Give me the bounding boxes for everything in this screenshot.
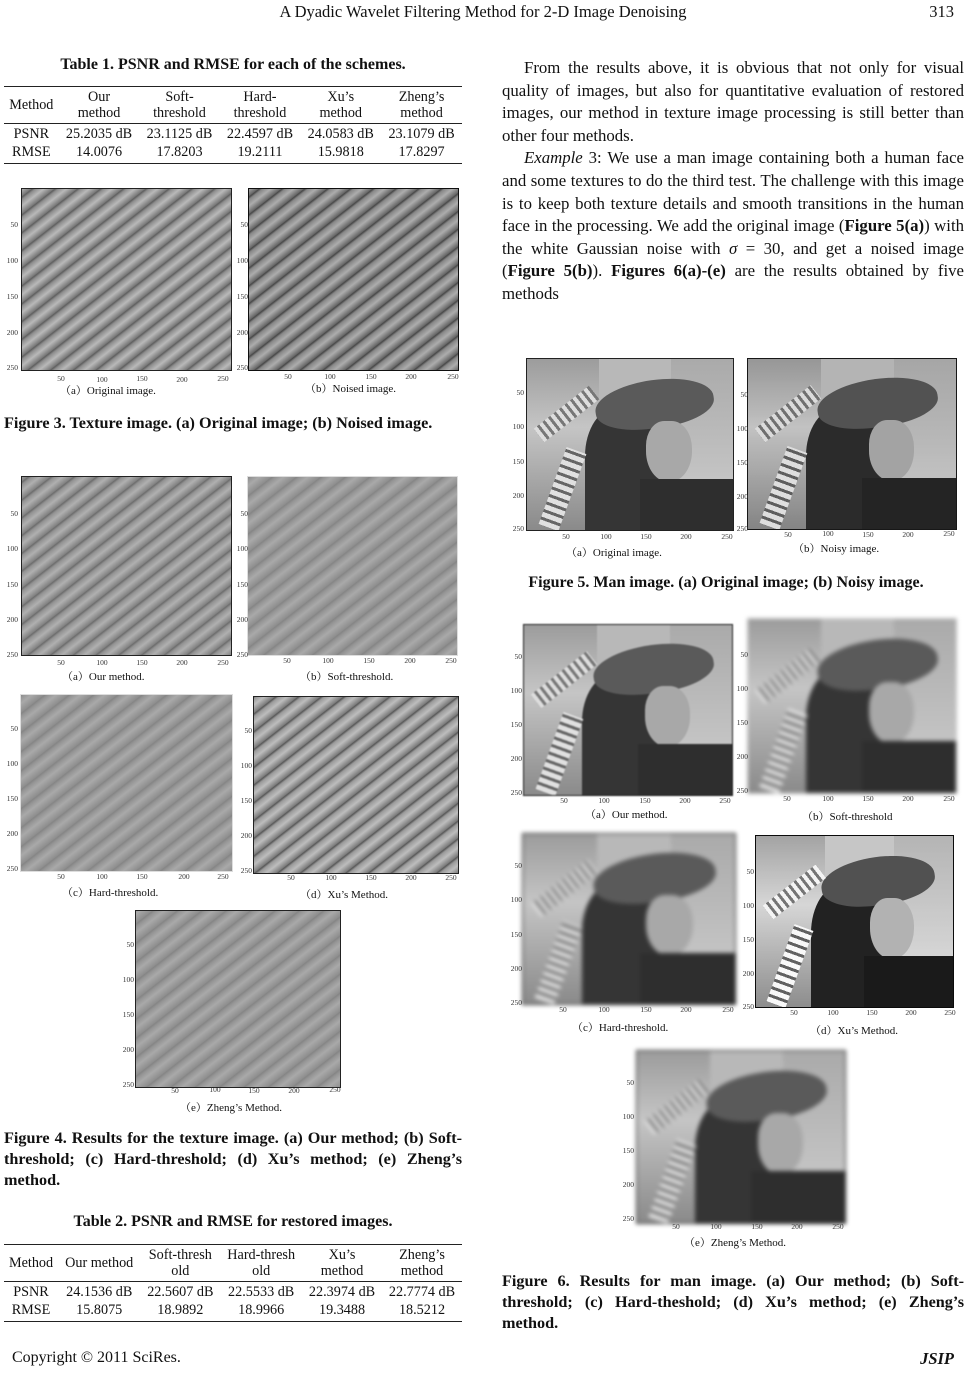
- figure4-caption: Figure 4. Results for the texture image. (a) Our method; (b) Soft-threshold; (c) Hard-threshold; (d) Xu’s method; (e) Zheng’s method.: [4, 1129, 462, 1189]
- x-tick: 150: [640, 1005, 652, 1014]
- row-label: PSNR: [13, 126, 50, 142]
- x-tick: 250: [329, 1085, 341, 1094]
- y-tick: 100: [736, 684, 748, 693]
- y-tick: 200: [6, 615, 18, 624]
- x-tick: 150: [862, 794, 874, 803]
- cell: 19.3488: [302, 1300, 382, 1322]
- y-tick: 100: [512, 422, 524, 431]
- x-tick: 100: [324, 372, 336, 381]
- y-tick: 100: [122, 975, 134, 984]
- cell: 22.4597 dB: [226, 126, 294, 142]
- table2-header: Soft-thresh old: [140, 1245, 220, 1282]
- x-tick: 50: [171, 1086, 179, 1095]
- y-tick: 200: [236, 615, 248, 624]
- figure6-c-image: [522, 833, 736, 1005]
- y-tick: 100: [6, 256, 18, 265]
- figure3-b-image: [248, 188, 459, 371]
- y-tick: 50: [10, 724, 18, 733]
- y-tick: 150: [736, 458, 748, 467]
- y-tick: 150: [622, 1146, 634, 1155]
- figure4-e-label: （e）Zheng’s Method.: [180, 1102, 283, 1114]
- y-tick: 150: [510, 720, 522, 729]
- footer-copyright: Copyright © 2011 SciRes.: [12, 1349, 181, 1366]
- x-tick: 250: [944, 1008, 956, 1017]
- y-tick: 150: [510, 930, 522, 939]
- y-tick: 150: [236, 580, 248, 589]
- figure4-c-image: [20, 694, 233, 872]
- y-tick: 150: [6, 794, 18, 803]
- x-tick: 150: [640, 532, 652, 541]
- figure3-caption: Figure 3. Texture image. (a) Original image; (b) Noised image.: [4, 414, 433, 432]
- cell: 15.8075: [58, 1300, 140, 1322]
- cell: 19.2111: [220, 142, 301, 164]
- y-tick: 50: [240, 509, 248, 518]
- table-row: [4, 124, 462, 143]
- y-tick: 100: [736, 424, 748, 433]
- x-tick: 200: [405, 372, 417, 381]
- y-tick: 200: [622, 1180, 634, 1189]
- y-tick: 200: [6, 328, 18, 337]
- x-tick: 150: [365, 372, 377, 381]
- figure4-b-label: （b）Soft-threshold.: [300, 671, 394, 683]
- figure6-a-image: [523, 624, 733, 796]
- table-row: [4, 142, 462, 164]
- x-tick: 150: [751, 1222, 763, 1231]
- y-tick: 250: [742, 1002, 754, 1011]
- y-tick: 200: [122, 1045, 134, 1054]
- table1-header: Hard- threshold: [220, 87, 301, 124]
- cell: 18.5212: [382, 1300, 462, 1322]
- cell: 18.9892: [140, 1300, 220, 1322]
- x-tick: 100: [710, 1222, 722, 1231]
- x-tick: 200: [176, 658, 188, 667]
- y-tick: 50: [740, 650, 748, 659]
- cell: 23.1079 dB: [388, 126, 455, 142]
- figure5-b-image: [747, 358, 957, 530]
- y-tick: 50: [740, 390, 748, 399]
- y-tick: 250: [510, 788, 522, 797]
- figure6-d-image: [755, 835, 954, 1008]
- cell: 17.8297: [381, 142, 462, 164]
- x-tick: 200: [405, 873, 417, 882]
- x-tick: 150: [363, 656, 375, 665]
- figure6-b-image: [747, 618, 957, 794]
- figure6-caption: Figure 6. Results for man image. (a) Our method; (b) Soft-threshold; (c) Hard-theshold; (d) Xu’s method; (e) Zheng’s method.: [502, 1272, 964, 1332]
- table2: [4, 1244, 462, 1322]
- table-row: [4, 1282, 462, 1301]
- paragraph-2: Example 3: We use a man image containing both a human face and some textures to do the third test. The challenge with this image is to keep both texture details and smooth transitions in the human face in the processing. We add the original image (Figure 5(a)) with the white Gaussian noise with σ = 30, and get a noised image (Figure 5(b)). Figures 6(a)-(e) are the results obtained by five methods: [502, 148, 964, 303]
- y-tick: 50: [514, 861, 522, 870]
- y-tick: 200: [6, 829, 18, 838]
- y-tick: 100: [6, 759, 18, 768]
- y-tick: 250: [6, 363, 18, 372]
- y-tick: 250: [736, 524, 748, 533]
- y-tick: 150: [736, 718, 748, 727]
- figure3: [0, 186, 470, 396]
- figure6-a-label: （a）Our method.: [585, 809, 668, 821]
- y-tick: 100: [236, 256, 248, 265]
- cell: 22.7774 dB: [388, 1284, 456, 1300]
- x-tick: 250: [445, 656, 457, 665]
- figure4-d-label: （d）Xu’s Method.: [300, 889, 388, 901]
- x-tick: 200: [176, 375, 188, 384]
- y-tick: 200: [736, 492, 748, 501]
- y-tick: 200: [512, 491, 524, 500]
- figure5-b-label: （b）Noisy image.: [793, 543, 880, 555]
- x-tick: 50: [562, 532, 570, 541]
- x-tick: 50: [287, 873, 295, 882]
- y-tick: 100: [240, 761, 252, 770]
- row-label: RMSE: [4, 142, 59, 164]
- x-tick: 250: [721, 532, 733, 541]
- running-header-title: A Dyadic Wavelet Filtering Method for 2-D Image Denoising: [279, 2, 687, 21]
- x-tick: 150: [136, 658, 148, 667]
- x-tick: 150: [862, 530, 874, 539]
- x-tick: 50: [57, 374, 65, 383]
- x-tick: 100: [209, 1085, 221, 1094]
- x-tick: 150: [248, 1086, 260, 1095]
- x-tick: 50: [672, 1222, 680, 1231]
- y-tick: 50: [244, 726, 252, 735]
- x-tick: 250: [943, 529, 955, 538]
- x-tick: 250: [719, 796, 731, 805]
- table-row: [4, 1300, 462, 1322]
- table1-caption: Table 1. PSNR and RMSE for each of the schemes.: [60, 56, 406, 73]
- y-tick: 250: [236, 650, 248, 659]
- x-tick: 100: [827, 1008, 839, 1017]
- cell: 22.5607 dB: [147, 1284, 214, 1300]
- x-tick: 100: [96, 872, 108, 881]
- y-tick: 50: [10, 220, 18, 229]
- y-tick: 200: [742, 969, 754, 978]
- y-tick: 200: [736, 752, 748, 761]
- x-tick: 200: [679, 796, 691, 805]
- figure6: [490, 612, 966, 1252]
- cell: 18.9966: [220, 1300, 302, 1322]
- x-tick: 250: [445, 873, 457, 882]
- y-tick: 200: [236, 328, 248, 337]
- figure4-d-image: [253, 696, 459, 874]
- row-label: RMSE: [4, 1300, 58, 1322]
- table2-header: Xu’s method: [302, 1245, 382, 1282]
- table1-header: Method: [4, 87, 59, 124]
- x-tick: 50: [57, 658, 65, 667]
- cell: 23.1125 dB: [146, 126, 213, 142]
- cell: 25.2035 dB: [65, 126, 133, 142]
- table1-header: Soft- threshold: [139, 87, 219, 124]
- x-tick: 100: [598, 796, 610, 805]
- x-tick: 50: [284, 372, 292, 381]
- x-tick: 100: [96, 375, 108, 384]
- x-tick: 200: [680, 1005, 692, 1014]
- y-tick: 100: [510, 895, 522, 904]
- x-tick: 50: [790, 1008, 798, 1017]
- table2-header: Zheng’s method: [382, 1245, 462, 1282]
- figure6-c-label: （c）Hard-threshold.: [572, 1022, 669, 1034]
- y-tick: 50: [516, 388, 524, 397]
- paragraph-1: From the results above, it is obvious that not only for visual quality of images, but also for quantitative evaluation of restored images, our method in texture image processing is still better than other four methods.: [502, 58, 964, 145]
- y-tick: 50: [626, 1078, 634, 1087]
- x-tick: 100: [822, 794, 834, 803]
- x-tick: 150: [639, 796, 651, 805]
- figure4-a-label: （a）Our method.: [62, 671, 145, 683]
- y-tick: 150: [6, 580, 18, 589]
- x-tick: 100: [600, 532, 612, 541]
- y-tick: 50: [746, 867, 754, 876]
- figure3-a-image: [21, 188, 232, 371]
- x-tick: 200: [902, 794, 914, 803]
- y-tick: 50: [10, 509, 18, 518]
- y-tick: 50: [514, 652, 522, 661]
- x-tick: 50: [559, 1005, 567, 1014]
- x-tick: 250: [447, 372, 459, 381]
- y-tick: 250: [240, 866, 252, 875]
- figure3-b-label: （b）Noised image.: [305, 383, 397, 395]
- x-tick: 200: [791, 1222, 803, 1231]
- x-tick: 100: [96, 658, 108, 667]
- cell: 24.0583 dB: [307, 126, 374, 142]
- y-tick: 150: [512, 457, 524, 466]
- y-tick: 200: [510, 754, 522, 763]
- figure4-e-image: [135, 910, 341, 1088]
- y-tick: 150: [742, 935, 754, 944]
- table2-header: Hard-thresh old: [220, 1245, 302, 1282]
- table2-caption: Table 2. PSNR and RMSE for restored images.: [73, 1213, 393, 1230]
- footer-journal: JSIP: [920, 1349, 954, 1368]
- cell: 22.5533 dB: [228, 1284, 295, 1300]
- x-tick: 150: [136, 374, 148, 383]
- figure4-a-image: [21, 476, 232, 656]
- row-label: PSNR: [13, 1284, 49, 1300]
- figure5-caption: Figure 5. Man image. (a) Original image; (b) Noisy image.: [528, 574, 924, 591]
- table1-header: Our method: [59, 87, 140, 124]
- x-tick: 200: [404, 656, 416, 665]
- y-tick: 150: [122, 1010, 134, 1019]
- y-tick: 50: [126, 940, 134, 949]
- figure4-b-image: [247, 476, 458, 656]
- y-tick: 250: [736, 786, 748, 795]
- x-tick: 100: [598, 1005, 610, 1014]
- y-tick: 100: [236, 544, 248, 553]
- x-tick: 100: [822, 529, 834, 538]
- y-tick: 250: [6, 864, 18, 873]
- y-tick: 250: [512, 524, 524, 533]
- figure4: [0, 474, 470, 1114]
- table2-header: Method: [4, 1245, 58, 1282]
- figure6-e-image: [636, 1050, 846, 1224]
- x-tick: 50: [783, 794, 791, 803]
- y-tick: 100: [622, 1112, 634, 1121]
- body-text: [502, 57, 964, 306]
- cell: 17.8203: [139, 142, 219, 164]
- y-tick: 200: [510, 964, 522, 973]
- y-tick: 50: [240, 220, 248, 229]
- x-tick: 50: [560, 796, 568, 805]
- y-tick: 150: [236, 292, 248, 301]
- x-tick: 50: [57, 872, 65, 881]
- y-tick: 100: [6, 544, 18, 553]
- cell: 15.9818: [300, 142, 381, 164]
- figure4-c-label: （c）Hard-threshold.: [62, 887, 159, 899]
- x-tick: 250: [943, 794, 955, 803]
- figure3-a-label: （a）Original image.: [60, 385, 156, 397]
- y-tick: 250: [122, 1080, 134, 1089]
- x-tick: 200: [902, 530, 914, 539]
- x-tick: 200: [905, 1008, 917, 1017]
- x-tick: 50: [283, 656, 291, 665]
- table1: [4, 86, 462, 164]
- x-tick: 250: [722, 1005, 734, 1014]
- table1-header: Zheng’s method: [381, 87, 462, 124]
- figure5-a-label: （a）Original image.: [566, 547, 662, 559]
- y-tick: 100: [742, 901, 754, 910]
- table2-header: Our method: [58, 1245, 140, 1282]
- y-tick: 200: [240, 831, 252, 840]
- y-tick: 100: [510, 686, 522, 695]
- y-tick: 150: [240, 796, 252, 805]
- x-tick: 250: [217, 658, 229, 667]
- figure6-b-label: （b）Soft-threshold: [802, 811, 893, 823]
- y-tick: 250: [622, 1214, 634, 1223]
- page-number: 313: [929, 2, 954, 21]
- x-tick: 150: [136, 872, 148, 881]
- x-tick: 250: [832, 1222, 844, 1231]
- x-tick: 250: [217, 374, 229, 383]
- x-tick: 250: [217, 872, 229, 881]
- x-tick: 50: [784, 530, 792, 539]
- x-tick: 150: [365, 873, 377, 882]
- x-tick: 100: [322, 656, 334, 665]
- y-tick: 150: [6, 292, 18, 301]
- x-tick: 150: [866, 1008, 878, 1017]
- figure5: [490, 354, 966, 564]
- cell: 24.1536 dB: [66, 1284, 133, 1300]
- x-tick: 200: [680, 532, 692, 541]
- figure6-d-label: （d）Xu’s Method.: [810, 1025, 898, 1037]
- cell: 22.3974 dB: [308, 1284, 376, 1300]
- x-tick: 200: [288, 1086, 300, 1095]
- x-tick: 100: [325, 873, 337, 882]
- table1-header: Xu’s method: [300, 87, 381, 124]
- cell: 14.0076: [59, 142, 140, 164]
- x-tick: 200: [178, 872, 190, 881]
- y-tick: 250: [6, 650, 18, 659]
- figure6-e-label: （e）Zheng’s Method.: [684, 1237, 787, 1249]
- figure5-a-image: [526, 358, 734, 531]
- y-tick: 250: [236, 363, 248, 372]
- y-tick: 250: [510, 998, 522, 1007]
